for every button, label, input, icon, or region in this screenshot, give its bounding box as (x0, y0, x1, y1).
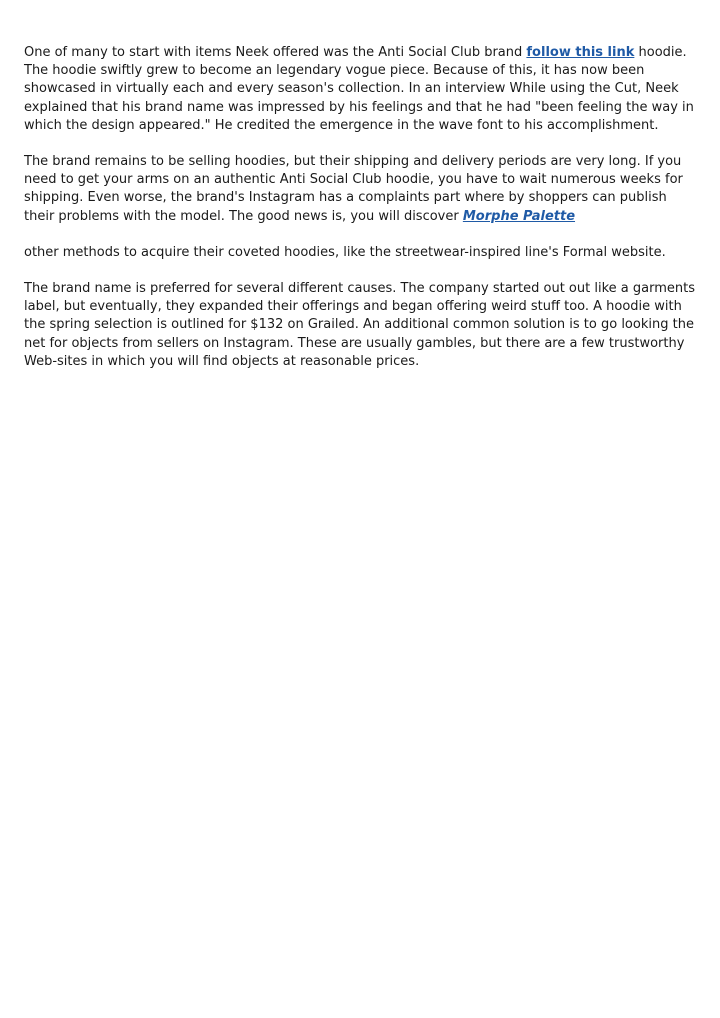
paragraph-3: other methods to acquire their coveted hoodies, like the streetwear-inspired line's Formal website. (24, 244, 666, 260)
follow-this-link[interactable]: follow this link (526, 45, 635, 60)
morphe-palette-link[interactable]: Morphe Palette (462, 208, 576, 224)
paragraph-1-text-before: One of many to start with items Neek offered was the Anti Social Club brand (24, 45, 527, 60)
paragraph-2-text-before: The brand remains to be selling hoodies, but their shipping and delivery periods are very long. If you need to get your arms on an authentic Anti Social Club hoodie, you have to wait numerous weeks for shipping. Even worse, the brand's Instagram has a complaints part where by shoppers can publish their problems with the model. The good news is, you will discover (24, 154, 683, 224)
paragraph-2 (24, 153, 696, 226)
paragraph-1-text-after: hoodie. The hoodie swiftly grew to become an legendary vogue piece. Because of this, it has now been showcased in virtually each and every season's collection. In an interview While using the Cut, Neek explained that his brand name was impressed by his feelings and that he had "been feeling the way in which the design appeared." He credited the emergence in the wave font to his accomplishment. (24, 45, 694, 133)
paragraph-4: The brand name is preferred for several different causes. The company started out out like a garments label, but eventually, they expanded their offerings and began offering weird stuff too. A hoodie with the spring selection is outlined for $132 on Grailed. An additional common solution is to go looking the net for objects from sellers on Instagram. These are usually gambles, but there are a few trustworthy Web-sites in which you will find objects at reasonable prices. (24, 281, 695, 369)
paragraph-1 (24, 44, 696, 135)
